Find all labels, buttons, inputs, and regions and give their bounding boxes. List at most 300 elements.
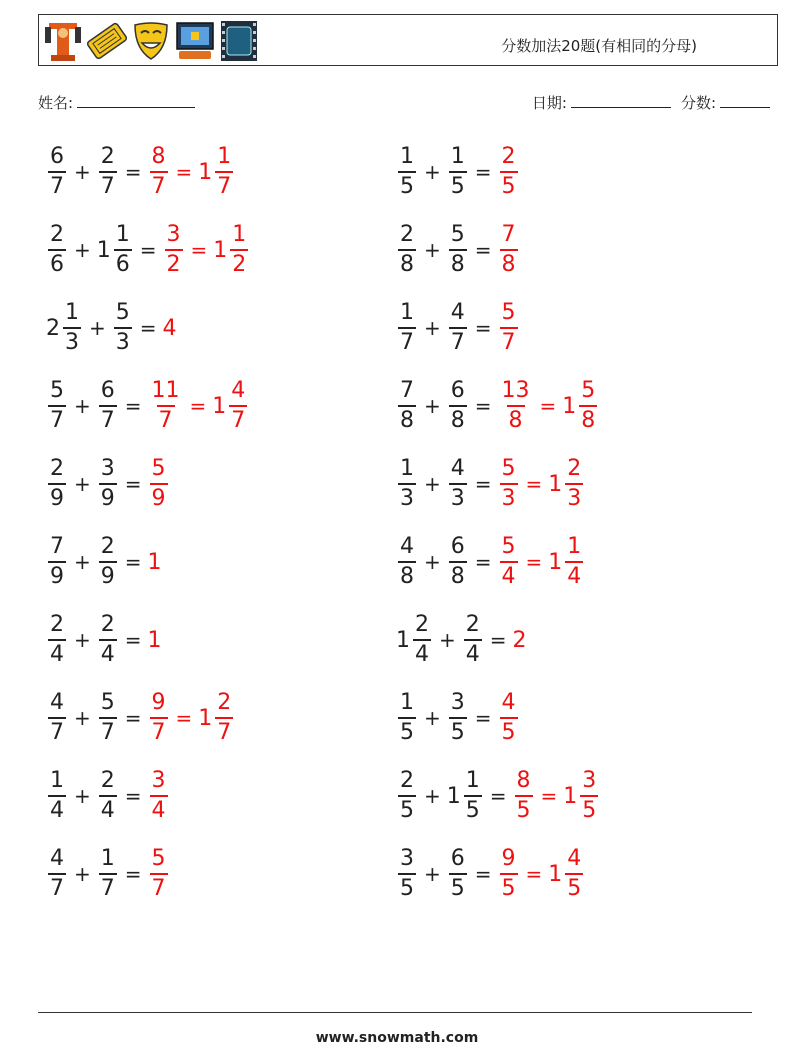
addend-b-denominator: 7 — [449, 327, 467, 354]
answer-fraction-numerator: 11 — [151, 378, 180, 403]
answer-mixed-whole: 1 — [198, 705, 213, 731]
addend-a-group — [396, 224, 418, 276]
answer-fraction-denominator: 5 — [500, 171, 518, 198]
addend-a — [48, 614, 66, 666]
addend-b-denominator: 8 — [449, 561, 467, 588]
addend-a — [48, 692, 66, 744]
addend-b-numerator: 1 — [100, 846, 115, 871]
equals-sign: = — [124, 472, 142, 496]
answer-fraction-denominator: 8 — [507, 405, 525, 432]
projector-screen-icon — [175, 19, 215, 63]
addend-a-group — [46, 848, 68, 900]
addend-b-denominator: 9 — [99, 483, 117, 510]
addend-b-denominator: 7 — [99, 405, 117, 432]
answer — [498, 848, 586, 900]
addend-a-denominator: 8 — [398, 249, 416, 276]
addend-a-group — [396, 614, 433, 666]
plus-sign: + — [424, 550, 441, 574]
addend-b — [114, 224, 132, 276]
addend-a — [48, 458, 66, 510]
addend-b-numerator: 2 — [100, 612, 115, 637]
addend-a — [48, 224, 66, 276]
addend-a-numerator: 2 — [50, 222, 64, 247]
addend-a-numerator: 4 — [50, 690, 64, 715]
problem-item — [46, 374, 249, 438]
answer-fraction-denominator: 8 — [500, 249, 518, 276]
addend-b-denominator: 8 — [449, 249, 467, 276]
answer-fraction-group — [148, 692, 170, 744]
answer-mixed-denominator: 7 — [215, 171, 233, 198]
answer-mixed-group — [548, 536, 585, 588]
answer-mixed-whole: 1 — [548, 861, 563, 887]
addend-b-denominator: 3 — [449, 483, 467, 510]
problem-item — [46, 608, 162, 672]
equals-sign: = — [474, 160, 492, 184]
addend-b-whole: 1 — [96, 237, 111, 263]
answer — [148, 628, 162, 653]
addend-a-numerator: 1 — [400, 300, 414, 325]
addend-b-numerator: 5 — [115, 300, 130, 325]
date-score-fields — [532, 92, 770, 113]
addend-a-denominator: 8 — [398, 561, 416, 588]
name-blank[interactable] — [77, 93, 195, 108]
plus-sign: + — [424, 706, 441, 730]
addend-b-denominator: 5 — [464, 795, 482, 822]
date-blank[interactable] — [571, 93, 671, 108]
answer-fraction-denominator: 5 — [500, 717, 518, 744]
equals-sign: = — [489, 628, 507, 652]
equals-sign: = — [474, 394, 492, 418]
answer-fraction-group — [148, 146, 170, 198]
answer-mixed — [565, 536, 583, 588]
addend-b-denominator: 7 — [99, 873, 117, 900]
answer-fraction-numerator: 5 — [501, 456, 516, 481]
answer-fraction-denominator: 4 — [500, 561, 518, 588]
answer — [498, 146, 520, 198]
addend-a-denominator: 5 — [398, 795, 416, 822]
answer-fraction-numerator: 2 — [501, 144, 516, 169]
equals-sign: = — [474, 316, 492, 340]
answer-mixed-denominator: 3 — [565, 483, 583, 510]
answer — [498, 224, 520, 276]
answer — [148, 848, 170, 900]
addend-b-denominator: 5 — [449, 171, 467, 198]
addend-b-numerator: 2 — [465, 612, 480, 637]
header-icons — [43, 19, 259, 63]
equals-sign: = — [474, 862, 492, 886]
addend-a-group — [396, 536, 418, 588]
addend-a-denominator: 3 — [398, 483, 416, 510]
addend-b-group — [112, 302, 134, 354]
addend-b-denominator: 8 — [449, 405, 467, 432]
addend-b — [464, 614, 482, 666]
answer-mixed-denominator: 8 — [579, 405, 597, 432]
answer-fraction-numerator: 8 — [151, 144, 166, 169]
bowling-figure-icon — [43, 19, 83, 63]
addend-b-denominator: 5 — [449, 717, 467, 744]
addend-b-numerator: 6 — [450, 534, 465, 559]
answer-mixed — [580, 770, 598, 822]
answer-mixed-group — [562, 380, 599, 432]
addend-a-numerator: 7 — [50, 534, 64, 559]
answer-mixed-group — [548, 848, 585, 900]
addend-b-numerator: 4 — [450, 456, 465, 481]
addend-b-numerator: 6 — [450, 846, 465, 871]
addend-b — [449, 380, 467, 432]
answer-mixed-group — [548, 458, 585, 510]
addend-a — [398, 458, 416, 510]
answer-fraction — [150, 692, 168, 744]
problem-item — [46, 530, 162, 594]
answer-mixed-numerator: 4 — [231, 378, 246, 403]
addend-a-group — [46, 146, 68, 198]
problem-item — [396, 374, 599, 438]
addend-b — [449, 692, 467, 744]
addend-a-denominator: 4 — [48, 639, 66, 666]
addend-a-numerator: 2 — [415, 612, 429, 637]
addend-b-group — [447, 848, 469, 900]
plus-sign: + — [74, 238, 91, 262]
score-label: 分数: — [680, 94, 716, 112]
addend-b-numerator: 3 — [100, 456, 115, 481]
answer-fraction — [150, 770, 168, 822]
addend-a-denominator: 7 — [398, 327, 416, 354]
answer — [148, 692, 236, 744]
answer-mixed-numerator: 2 — [217, 690, 232, 715]
answer-equals-sign: = — [540, 784, 558, 808]
answer-fraction-numerator: 3 — [151, 768, 166, 793]
score-blank[interactable] — [720, 93, 770, 108]
ticket-icon — [87, 19, 127, 63]
problem-item — [396, 296, 520, 360]
addend-b-group — [447, 146, 469, 198]
addend-b-denominator: 4 — [99, 639, 117, 666]
equals-sign: = — [124, 628, 142, 652]
footer-site: www.snowmath.com — [315, 1030, 479, 1046]
addend-b-group — [97, 536, 119, 588]
answer-fraction — [500, 146, 518, 198]
addend-b — [449, 224, 467, 276]
plus-sign: + — [424, 394, 441, 418]
addend-b-group — [97, 848, 119, 900]
addend-a — [398, 848, 416, 900]
answer-mixed-group — [213, 224, 250, 276]
addend-b-group — [447, 536, 469, 588]
answer-whole: 2 — [512, 627, 527, 653]
addend-a-denominator: 9 — [48, 561, 66, 588]
answer-fraction-numerator: 5 — [501, 534, 516, 559]
answer-fraction — [165, 224, 183, 276]
answer-fraction — [500, 458, 518, 510]
plus-sign: + — [424, 316, 441, 340]
addend-a-numerator: 1 — [400, 690, 414, 715]
addend-a-numerator: 1 — [65, 300, 79, 325]
addend-a-denominator: 9 — [48, 483, 66, 510]
addend-a-whole: 2 — [46, 315, 60, 341]
addend-b-numerator: 2 — [100, 768, 115, 793]
answer-fraction — [500, 848, 518, 900]
answer-mixed — [230, 224, 248, 276]
addend-a-numerator: 2 — [400, 222, 414, 247]
addend-a-denominator: 7 — [48, 171, 66, 198]
answer-whole: 4 — [162, 315, 177, 341]
addend-b-numerator: 6 — [450, 378, 465, 403]
answer — [148, 458, 170, 510]
addend-a-denominator: 4 — [413, 639, 431, 666]
name-field — [38, 92, 195, 113]
addend-b-numerator: 5 — [450, 222, 465, 247]
answer-equals-sign: = — [175, 706, 193, 730]
answer-whole: 1 — [147, 627, 162, 653]
answer-fraction — [150, 146, 168, 198]
answer-mixed-numerator: 2 — [567, 456, 582, 481]
addend-a-denominator: 7 — [48, 717, 66, 744]
addend-b-denominator: 9 — [99, 561, 117, 588]
addend-b-numerator: 2 — [100, 534, 115, 559]
addend-b — [99, 380, 117, 432]
addend-b-denominator: 6 — [114, 249, 132, 276]
addend-a — [48, 380, 66, 432]
answer-fraction-group — [498, 848, 520, 900]
answer-mixed-group — [563, 770, 600, 822]
equals-sign: = — [474, 238, 492, 262]
answer-fraction — [500, 692, 518, 744]
problem-item — [396, 140, 520, 204]
answer-mixed-denominator: 2 — [230, 249, 248, 276]
answer-mixed-numerator: 5 — [581, 378, 596, 403]
addend-a-group — [46, 302, 83, 354]
answer-mixed — [215, 146, 233, 198]
addend-b-group — [97, 146, 119, 198]
answer-fraction-group — [498, 536, 520, 588]
addend-a-denominator: 6 — [48, 249, 66, 276]
addend-b-numerator: 4 — [450, 300, 465, 325]
addend-b — [114, 302, 132, 354]
addend-a-numerator: 1 — [400, 456, 414, 481]
answer-fraction-numerator: 5 — [151, 846, 166, 871]
addend-a-denominator: 7 — [48, 873, 66, 900]
addend-a-denominator: 8 — [398, 405, 416, 432]
answer-fraction — [150, 848, 168, 900]
plus-sign: + — [74, 784, 91, 808]
addend-b — [99, 848, 117, 900]
addend-a-denominator: 5 — [398, 873, 416, 900]
equals-sign: = — [489, 784, 507, 808]
answer-equals-sign: = — [525, 550, 543, 574]
answer-mixed-numerator: 1 — [217, 144, 232, 169]
addend-b-group — [447, 380, 469, 432]
answer-fraction-numerator: 7 — [501, 222, 516, 247]
answer-mixed — [565, 458, 583, 510]
answer-whole: 1 — [147, 549, 162, 575]
answer-fraction-group — [498, 380, 534, 432]
answer-fraction-denominator: 7 — [157, 405, 175, 432]
addend-a-group — [396, 146, 418, 198]
answer — [498, 458, 586, 510]
answer-fraction-numerator: 5 — [501, 300, 516, 325]
plus-sign: + — [439, 628, 456, 652]
addend-a-group — [46, 380, 68, 432]
plus-sign: + — [74, 706, 91, 730]
problem-item — [46, 764, 170, 828]
addend-b-numerator: 2 — [100, 144, 115, 169]
addend-a — [398, 224, 416, 276]
equals-sign: = — [124, 394, 142, 418]
problem-item — [396, 764, 600, 828]
answer-mixed-group — [198, 692, 235, 744]
addend-b-group — [447, 224, 469, 276]
answer — [498, 302, 520, 354]
answer-equals-sign: = — [539, 394, 557, 418]
addend-b-numerator: 3 — [450, 690, 465, 715]
answer-mixed — [565, 848, 583, 900]
answer-fraction-group — [148, 380, 184, 432]
addend-a-numerator: 7 — [400, 378, 414, 403]
addend-a-group — [46, 614, 68, 666]
addend-a-group — [396, 380, 418, 432]
answer-mixed-whole: 1 — [548, 471, 563, 497]
addend-b — [449, 458, 467, 510]
addend-a-group — [396, 692, 418, 744]
answer-mixed-whole: 1 — [212, 393, 227, 419]
answer-mixed-numerator: 1 — [567, 534, 582, 559]
addend-a-denominator: 4 — [48, 795, 66, 822]
addend-b-group — [97, 224, 134, 276]
answer-fraction-group — [163, 224, 185, 276]
addend-a-denominator: 3 — [63, 327, 81, 354]
addend-a — [398, 770, 416, 822]
addend-a-group — [396, 770, 418, 822]
addend-a-numerator: 2 — [400, 768, 414, 793]
addend-b — [99, 146, 117, 198]
answer-fraction-group — [498, 692, 520, 744]
answer-mixed-whole: 1 — [563, 783, 578, 809]
equals-sign: = — [124, 550, 142, 574]
problem-item — [46, 452, 170, 516]
addend-b-numerator: 6 — [100, 378, 115, 403]
plus-sign: + — [74, 628, 91, 652]
equals-sign: = — [124, 784, 142, 808]
answer-mixed-group — [198, 146, 235, 198]
header-box — [38, 14, 778, 66]
addend-b-numerator: 1 — [115, 222, 130, 247]
addend-b — [449, 848, 467, 900]
equals-sign: = — [139, 316, 157, 340]
equals-sign: = — [474, 706, 492, 730]
answer-fraction-denominator: 7 — [150, 873, 168, 900]
problem-item — [396, 530, 585, 594]
film-frame-icon — [219, 19, 259, 63]
equals-sign: = — [474, 550, 492, 574]
addend-a-group — [46, 770, 68, 822]
answer-mixed-denominator: 4 — [565, 561, 583, 588]
answer-fraction-group — [498, 146, 520, 198]
answer-mixed — [215, 692, 233, 744]
answer — [513, 770, 601, 822]
addend-a — [398, 692, 416, 744]
answer-mixed-group — [212, 380, 249, 432]
addend-a-numerator: 5 — [50, 378, 64, 403]
addend-a — [63, 302, 81, 354]
answer-fraction-denominator: 4 — [150, 795, 168, 822]
problem-item — [46, 686, 235, 750]
addend-b — [99, 614, 117, 666]
addend-b-denominator: 7 — [99, 171, 117, 198]
answer-fraction-numerator: 4 — [501, 690, 516, 715]
equals-sign: = — [474, 472, 492, 496]
addend-b-numerator: 1 — [465, 768, 480, 793]
addend-a-group — [396, 302, 418, 354]
addend-a — [398, 380, 416, 432]
problem-item — [46, 140, 235, 204]
addend-b — [449, 302, 467, 354]
answer — [498, 536, 586, 588]
addend-b — [449, 146, 467, 198]
problem-item — [396, 842, 585, 906]
addend-a — [398, 146, 416, 198]
answer-mixed — [579, 380, 597, 432]
addend-b — [99, 692, 117, 744]
addend-b-group — [97, 458, 119, 510]
answer-fraction-group — [498, 224, 520, 276]
answer-equals-sign: = — [175, 160, 193, 184]
answer-mixed-denominator: 7 — [229, 405, 247, 432]
addend-b-group — [462, 614, 484, 666]
answer-mixed-denominator: 5 — [580, 795, 598, 822]
addend-b-group — [97, 380, 119, 432]
addend-a — [48, 770, 66, 822]
addend-b-group — [97, 692, 119, 744]
addend-a-numerator: 4 — [50, 846, 64, 871]
problem-item — [396, 452, 585, 516]
addend-a — [398, 302, 416, 354]
answer-fraction — [515, 770, 533, 822]
answer-fraction-numerator: 8 — [516, 768, 531, 793]
addend-a — [48, 146, 66, 198]
plus-sign: + — [74, 160, 91, 184]
addend-a-denominator: 5 — [398, 171, 416, 198]
answer-mixed-denominator: 7 — [215, 717, 233, 744]
answer-fraction — [150, 458, 168, 510]
answer-fraction-denominator: 7 — [150, 717, 168, 744]
addend-a-group — [396, 458, 418, 510]
plus-sign: + — [89, 316, 106, 340]
answer-fraction-denominator: 5 — [515, 795, 533, 822]
answer-fraction — [500, 302, 518, 354]
answer-fraction-numerator: 3 — [166, 222, 181, 247]
equals-sign: = — [124, 862, 142, 886]
plus-sign: + — [74, 394, 91, 418]
answer — [148, 550, 162, 575]
answer — [148, 146, 236, 198]
answer — [148, 380, 250, 432]
problem-item — [46, 218, 250, 282]
addend-b-denominator: 3 — [114, 327, 132, 354]
addend-b-group — [447, 770, 484, 822]
addend-b-whole: 1 — [446, 783, 461, 809]
addend-a-group — [46, 224, 68, 276]
addend-a-numerator: 3 — [400, 846, 414, 871]
plus-sign: + — [424, 784, 441, 808]
answer-fraction-group — [498, 458, 520, 510]
answer — [163, 224, 251, 276]
addend-a — [48, 848, 66, 900]
addend-a-numerator: 2 — [50, 612, 64, 637]
theater-mask-icon — [131, 19, 171, 63]
addend-b-denominator: 7 — [99, 717, 117, 744]
answer-fraction-denominator: 7 — [150, 171, 168, 198]
answer-fraction — [500, 380, 532, 432]
